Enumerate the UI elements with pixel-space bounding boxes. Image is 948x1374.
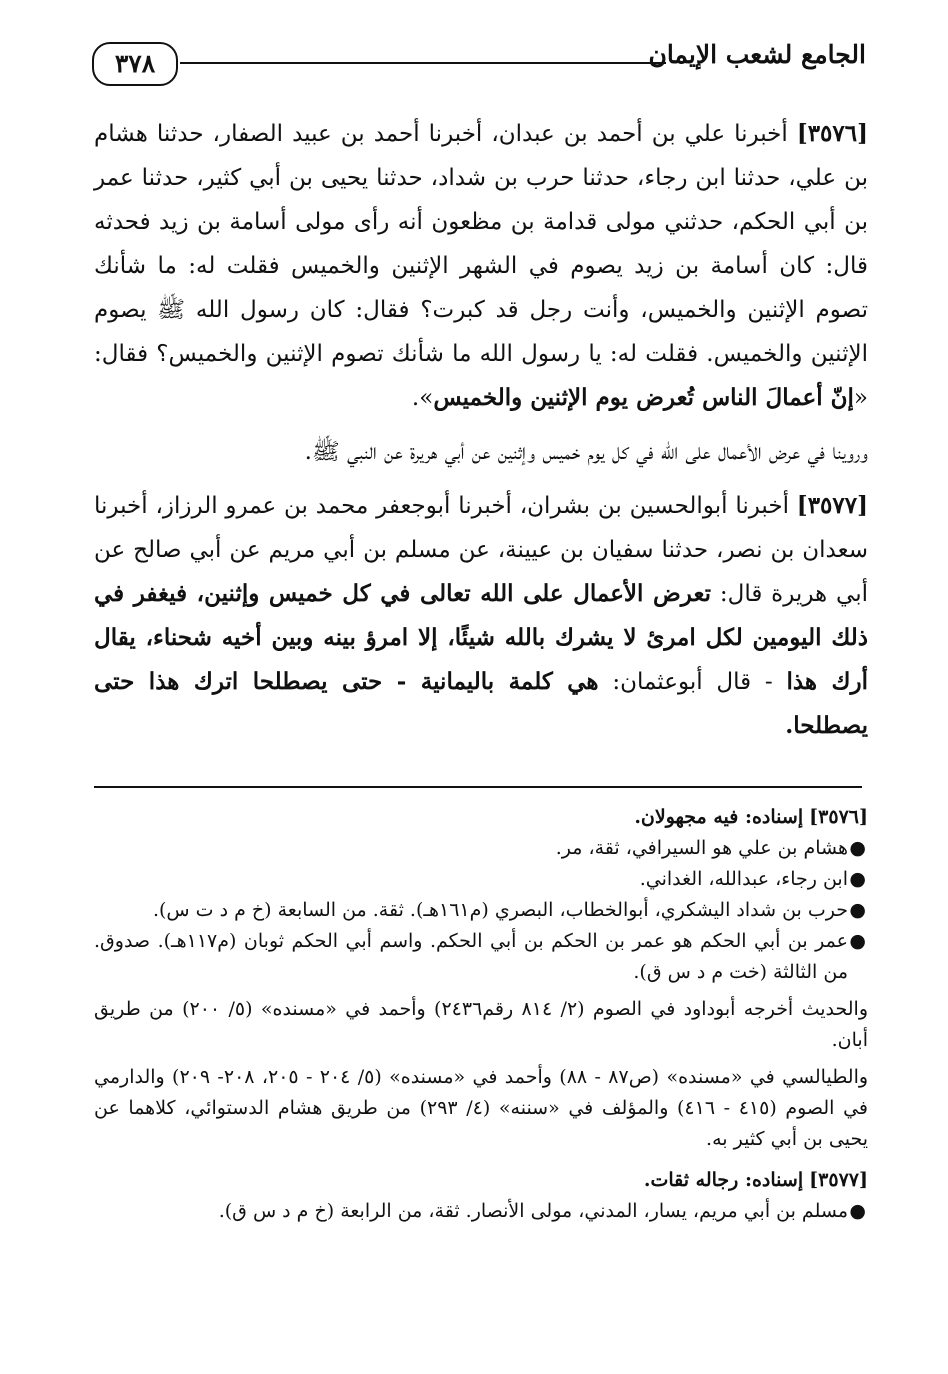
hadith-text: أخبرنا أبوالحسين بن بشران، أخبرنا أبوجعفر محمد بن عمرو الرزاز، أخبرنا سعدان بن نصر، حدثنا سفيان بن عيينة، عن مسلم بن أبي مريم عن أبي صالح عن أبي هريرة قال: — [94, 493, 868, 607]
bullet-icon: ● — [849, 899, 866, 921]
page-header — [92, 34, 866, 90]
note-bullet — [94, 1196, 868, 1227]
takhrij-2: والطيالسي في «مسنده» (ص٨٧ - ٨٨) وأحمد في «مسنده» (٥/ ٢٠٤ - ٢٠٥، ٢٠٨- ٢٠٩) والدارمي في الصوم (٤١٥ - ٤١٦) والمؤلف في «سننه» (٤/ ٢٩٣) من طريق هشام الدستوائي، كلاهما عن يحيى بن أبي كثير به. — [94, 1066, 869, 1150]
bullet-icon: ● — [849, 1200, 866, 1222]
note-3577-heading — [94, 1165, 868, 1196]
bullet-text: هشام بن علي هو السيرافي، ثقة، مر. — [555, 837, 848, 859]
main-text — [94, 112, 868, 748]
running-title: الجامع لشعب الإيمان — [648, 40, 866, 69]
hadith-number: [٣٥٧٦] — [796, 120, 869, 147]
rawayna-paragraph — [94, 430, 868, 474]
hadith-quote: إنّ أعمالَ الناس تُعرض يوم الإثنين والخميس — [433, 384, 854, 411]
page-number: ٣٧٨ — [92, 42, 178, 86]
hadith-quote: تعرض الأعمال على الله تعالى في كل خميس وإثنين، فيغفر في ذلك اليومين لكل امرئ لا يشرك بالله شيئًا، إلا امرؤ بينه وبين أخيه شحناء، يقال أرك هذا — [94, 580, 868, 695]
note-bullet — [94, 833, 868, 864]
hadith-quote-2: هي كلمة باليمانية - حتى يصطلحا اترك هذا حتى يصطلحا. — [94, 668, 868, 739]
hadith-text: أخبرنا علي بن أحمد بن عبدان، أخبرنا أحمد بن عبيد الصفار، حدثنا هشام بن علي، حدثنا ابن رجاء، حدثنا حرب بن شداد، حدثنا يحيى بن أبي كثير، حدثنا عمر بن أبي الحكم، حدثني مولى قدامة بن مظعون أنه رأى مولى أسامة بن زيد فحدثه قال: كان أسامة بن زيد يصوم في الشهر الإثنين والخميس فقلت له: ما شأنك تصوم الإثنين والخميس، وأنت رجل قد كبرت؟ فقال: كان رسول الله ﷺ يصوم الإثنين والخميس. فقلت له: يا رسول الله ما شأنك تصوم الإثنين والخميس؟ فقال: « — [94, 121, 868, 411]
note-bullet — [94, 895, 868, 926]
bullet-icon: ● — [849, 837, 866, 859]
rawayna-text: وروينا في عرض الأعمال على الله في كل يوم خميس وإثنين عن أبي هريرة عن النبي ﷺ. — [304, 439, 868, 465]
hadith-3576 — [94, 112, 868, 420]
note-bullet — [94, 926, 868, 988]
bullet-text: مسلم بن أبي مريم، يسار، المدني، مولى الأنصار. ثقة، من الرابعة (خ م د س ق). — [218, 1200, 848, 1222]
footnote-divider — [94, 786, 862, 788]
note-label: إسناده: رجاله ثقات. — [643, 1169, 804, 1191]
hadith-closing: ». — [411, 385, 434, 411]
note-bullet — [94, 864, 868, 895]
note-label: إسناده: فيه مجهولان. — [634, 806, 804, 828]
footnotes — [94, 802, 868, 1227]
header-rule — [180, 62, 666, 64]
note-3576-heading — [94, 802, 868, 833]
note-number: [٣٥٧٧] — [809, 1169, 868, 1191]
hadith-text-2: - قال أبوعثمان: — [598, 669, 787, 695]
bullet-icon: ● — [849, 930, 866, 952]
bullet-text: ابن رجاء، عبدالله، الغداني. — [639, 868, 848, 890]
bullet-text: عمر بن أبي الحكم هو عمر بن الحكم بن أبي الحكم. واسم أبي الحكم ثوبان (م١١٧هـ). صدوق. من الثالثة (خت م د س ق). — [94, 930, 848, 983]
bullet-text: حرب بن شداد اليشكري، أبوالخطاب، البصري (م١٦١هـ). ثقة. من السابعة (خ م د ت س). — [152, 899, 848, 921]
hadith-3577 — [94, 484, 868, 748]
note-number: [٣٥٧٦] — [809, 806, 868, 828]
bullet-icon: ● — [849, 868, 866, 890]
hadith-number: [٣٥٧٧] — [796, 492, 868, 519]
takhrij-1: والحديث أخرجه أبوداود في الصوم (٢/ ٨١٤ رقم٢٤٣٦) وأحمد في «مسنده» (٥/ ٢٠٠) من طريق أبان. — [94, 998, 868, 1051]
